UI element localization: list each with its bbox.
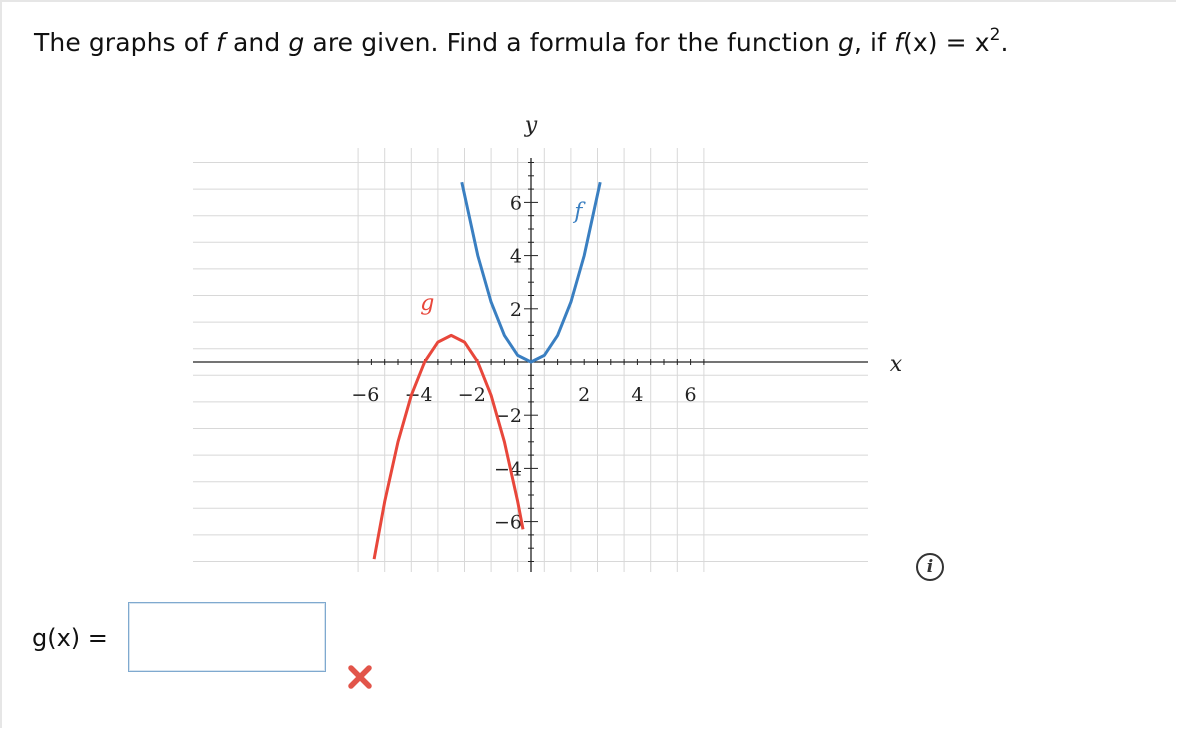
question-text: The graphs of f and g are given. Find a formula for the function g, if $f(x) = x^2$. [34, 25, 1009, 57]
x-tick-label: −6 [351, 384, 380, 406]
y-tick-label: 2 [509, 298, 522, 321]
x-tick-label: 6 [684, 384, 697, 406]
y-tick-label: 4 [509, 245, 522, 268]
y-axis-label: y [524, 113, 538, 138]
curve-label-f: f [574, 199, 583, 225]
x-tick-label: 4 [631, 384, 644, 406]
curve-label-g: g [420, 291, 435, 317]
x-tick-label: 2 [578, 384, 591, 406]
graph-curves [374, 182, 600, 559]
answer-label: g(x) = [32, 624, 108, 652]
y-tick-label: −6 [493, 511, 522, 534]
y-tick-label: −2 [493, 405, 522, 428]
tick-labels [351, 113, 902, 534]
x-tick-label: −2 [457, 384, 486, 406]
graph-axes [193, 158, 868, 572]
x-tick-label: −4 [404, 384, 433, 406]
curve-labels [420, 199, 586, 316]
incorrect-x-icon [346, 663, 374, 691]
x-axis-label: x [889, 352, 903, 377]
y-tick-label: −4 [493, 458, 522, 481]
answer-input[interactable] [128, 602, 326, 672]
info-icon[interactable]: i [916, 553, 944, 581]
y-tick-label: 6 [509, 192, 522, 215]
